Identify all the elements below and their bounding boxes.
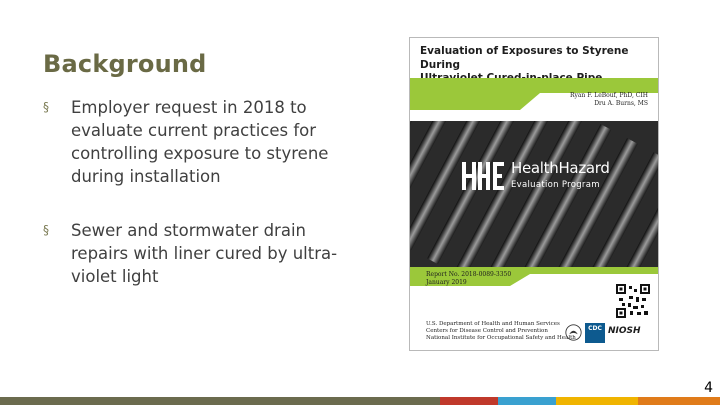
agency-line: Centers for Disease Control and Prevention [426,328,548,334]
cdc-text: CDC [588,325,602,332]
bullet-marker: § [43,100,49,114]
page-number: 4 [704,380,713,396]
footer-segment [440,397,498,405]
cover-authors [570,92,648,108]
footer-segment [638,397,720,405]
footer-segment [220,397,440,405]
cdc-logo-icon [585,323,605,343]
bullet-item [43,96,343,188]
report-info [426,271,511,287]
niosh-logo-icon: NIOSH [608,326,641,336]
bullet-marker: § [43,223,49,237]
bullet-item [43,219,343,288]
report-number: Report No. 2018-0089-3350 [426,271,512,278]
footer-segment [0,397,220,405]
qr-code-icon [616,284,650,318]
author: Ryan F. LeBouf, PhD, CIH [570,92,648,99]
bullet-text: Employer request in 2018 to evaluate current practices for controlling exposure to styrene during installation [71,98,329,186]
bullet-text: Sewer and stormwater drain repairs with liner cured by ultra-violet light [71,221,338,286]
logo-subtitle: Evaluation Program [511,180,600,190]
agency-info [426,321,576,342]
slide-title: Background [43,50,207,78]
hhe-logo [462,158,612,196]
report-cover-image [409,37,659,351]
agency-line: National Institute for Occupational Safety and Health [426,335,576,341]
hhe-mark-icon [462,162,506,192]
footer-segment [556,397,638,405]
footer-segment [498,397,556,405]
report-date: January 2019 [426,279,467,286]
bullet-list [43,96,343,288]
agency-line: U.S. Department of Health and Human Services [426,321,560,327]
logo-word: HealthHazard [511,159,610,177]
footer-color-bar [0,397,720,405]
hhs-seal-icon [565,324,582,341]
author: Dru A. Burns, MS [594,100,648,107]
cover-title-line: Evaluation of Exposures to Styrene During [420,45,629,71]
